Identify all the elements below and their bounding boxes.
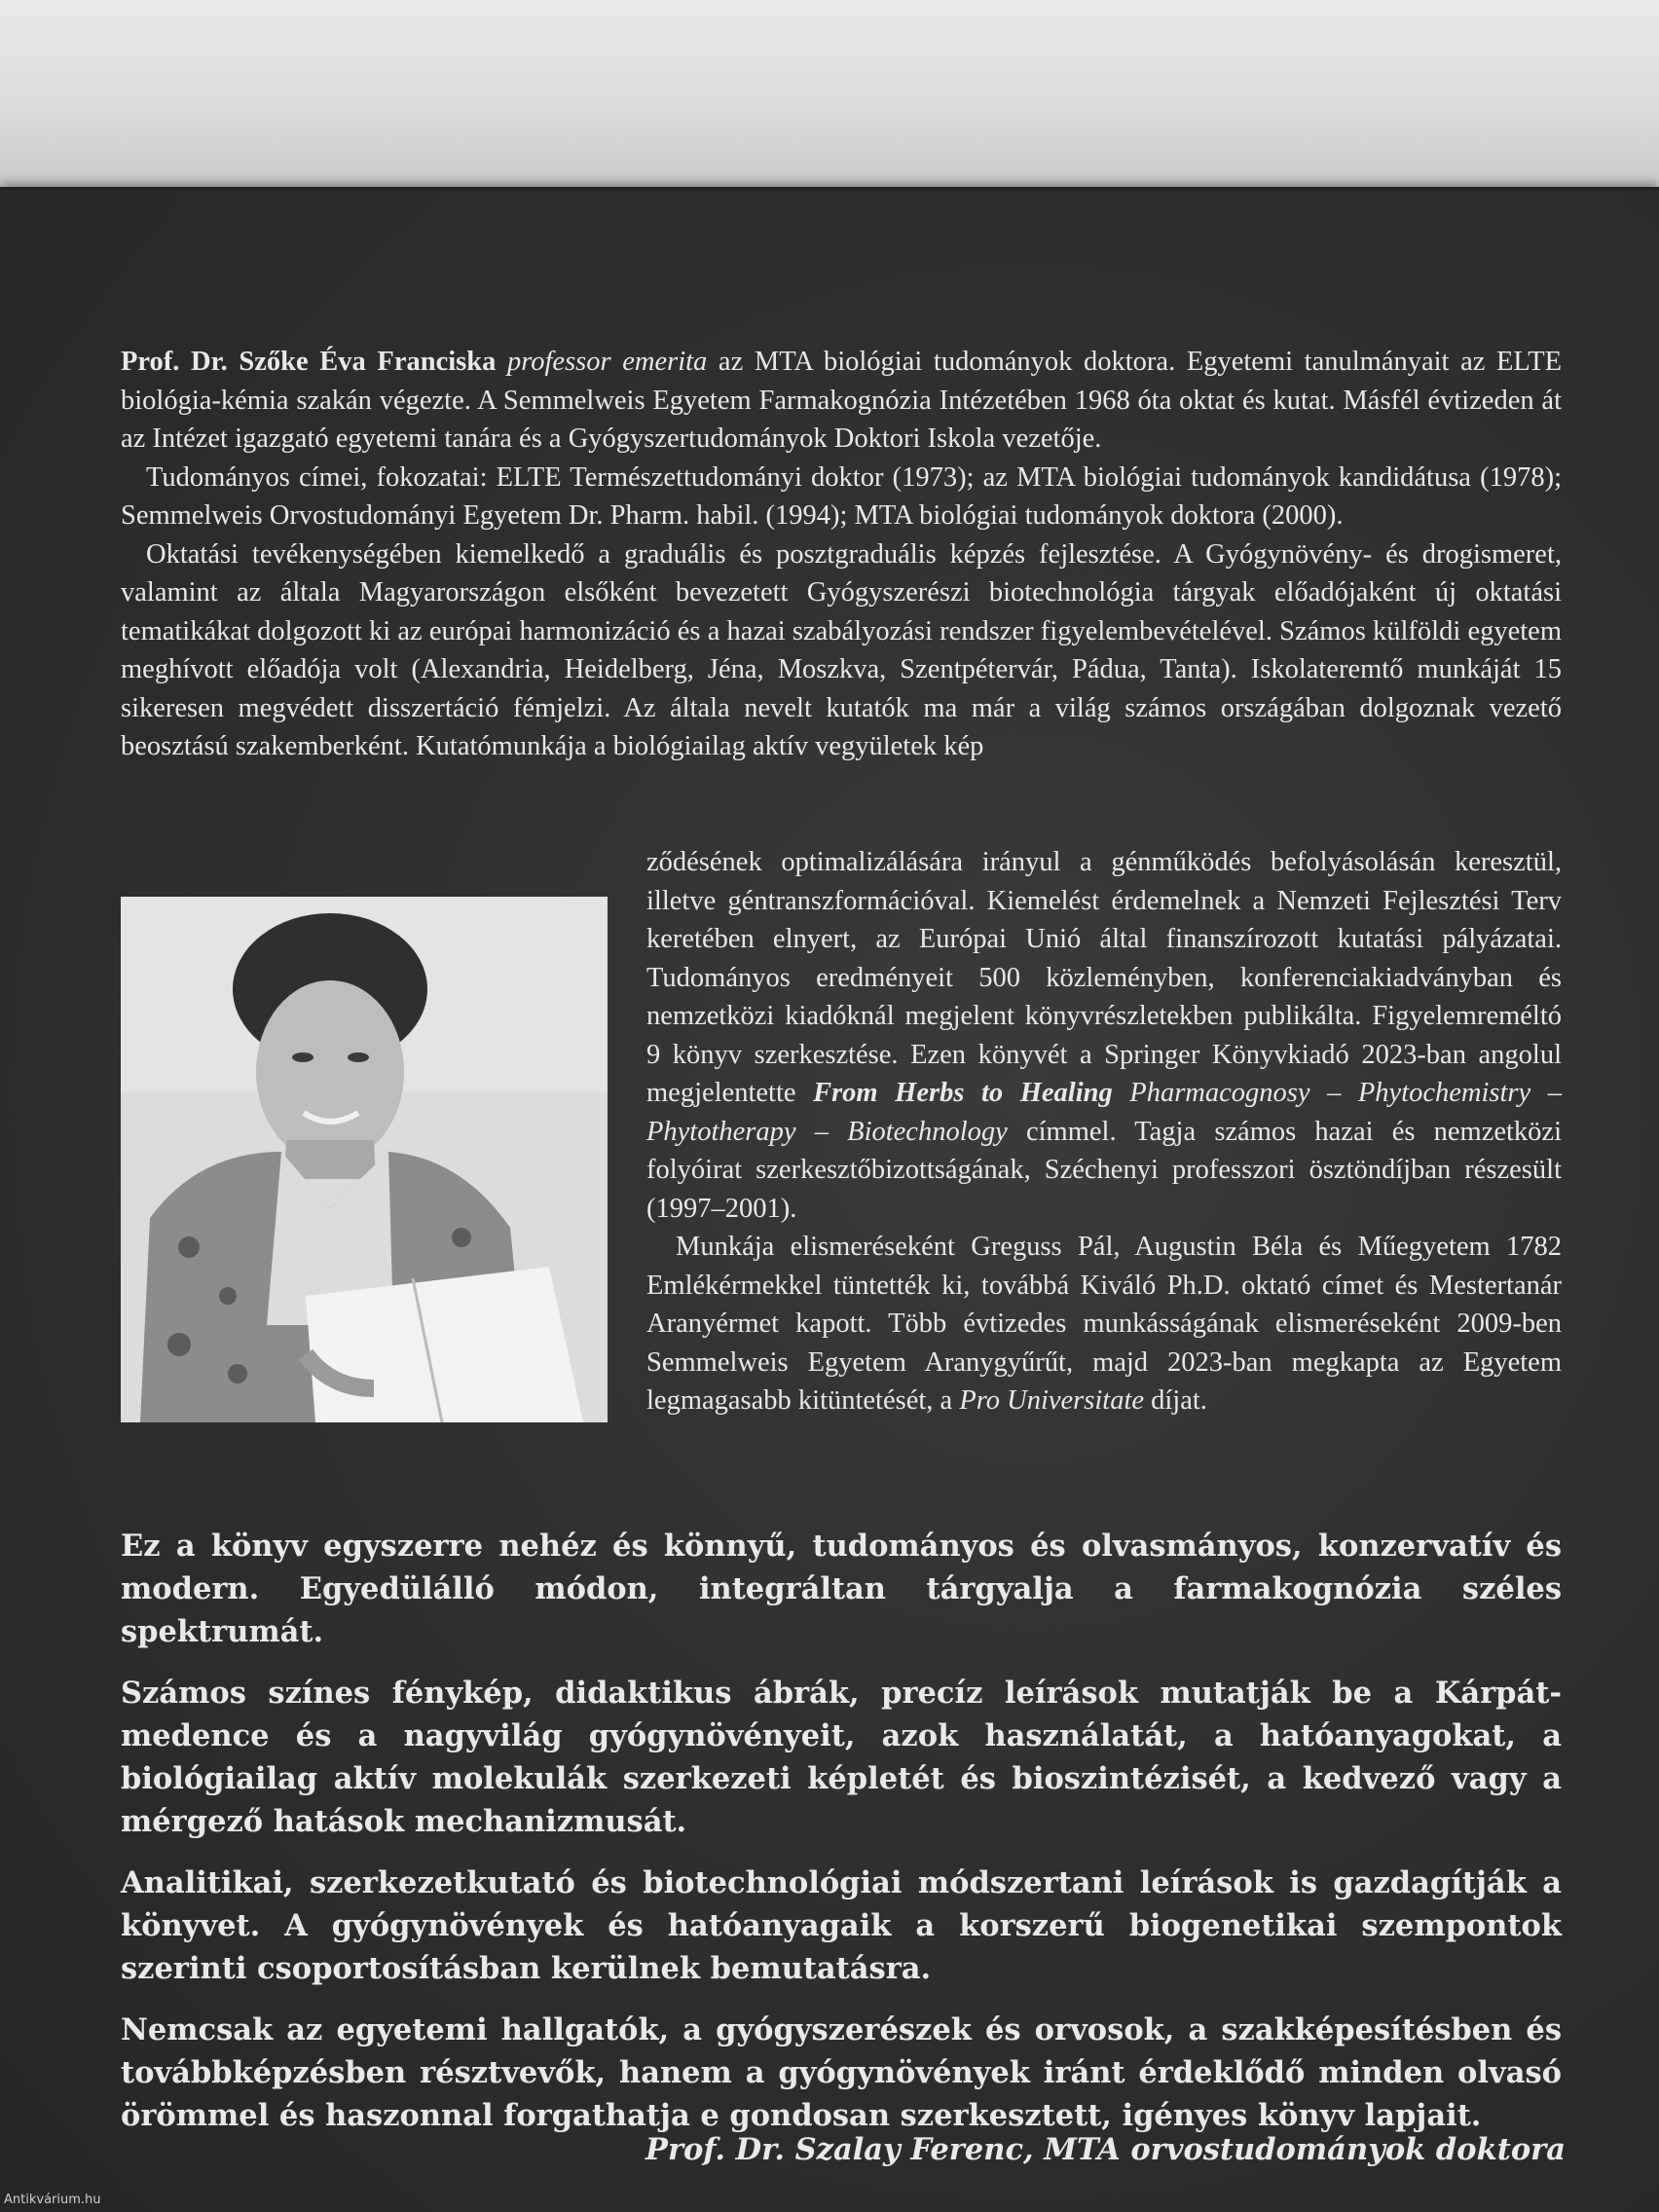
blurb-paragraph-3: Analitikai, szerkezetkutató és biotechnológiai módszertani leírások is gazdagítják a könyvet. A gyógynövények és hatóanyagaik a korszerű biogenetikai szempontok szerinti csoportosításban kerülnek bemutatásra.: [121, 1865, 1562, 1986]
bio-paragraph-3-continued: [646, 843, 1562, 1228]
bio-p3-end-text: címmel. Tagja számos hazai és nemzetközi folyóirat szerkesztőbizottságának, Széchenyi professzori ösztöndíjban részesült (1997–2001).: [646, 1116, 1562, 1224]
bio-p3-continued-text: ződésének optimalizálására irányul a génműködés befolyásolásán keresztül, illetve géntranszformációval. Kiemelést érdemelnek a Nemzeti Fejlesztési Terv keretében elnyert, az Európai Unió által finanszírozott kutatási pályázatai. Tudományos eredményeit 500 közleményben, konferenciakiadványban és nemzetközi kiadóknál megjelent könyvrészletekben publikálta. Figyelemreméltó 9 könyv szerkesztése. Ezen könyvét a Springer Könyvkiadó 2023-ban angolul megjelentette: [646, 847, 1562, 1108]
author-portrait-photo: [121, 897, 608, 1422]
blurb-signature: Prof. Dr. Szalay Ferenc, MTA orvostudományok doktora: [645, 2132, 1566, 2167]
blurb-paragraph-4: Nemcsak az egyetemi hallgatók, a gyógyszerészek és orvosok, a szakképesítésben és továbbképzésben résztvevők, hanem a gyógynövények iránt érdeklődő minden olvasó örömmel és haszonnal forgathatja e gondosan szerkesztett, igényes könyv lapjait.: [121, 2012, 1562, 2133]
book-title: From Herbs to Healing: [813, 1078, 1113, 1108]
bio-paragraph-2: Tudományos címei, fokozatai: ELTE Természettudományi doktor (1973); az MTA biológiai tudományok kandidátusa (1978); Semmelweis Orvostudományi Egyetem Dr. Pharm. habil. (1994); MTA biológiai tudományok doktora (2000).: [121, 461, 1562, 531]
bio-p1-text: az MTA biológiai tudományok doktora. Egyetemi tanulmányait az ELTE biológia-kémia szakán végezte. A Semmelweis Egyetem Farmakognózia Intézetében 1968 óta oktat és kutat. Másfél évtizeden át az Intézet igazgató egyetemi tanára és a Gyógyszertudományok Doktori Iskola vezetője.: [121, 347, 1563, 454]
bio-p4-end-text: díjat.: [1144, 1385, 1207, 1416]
author-bio-right-column: [646, 843, 1562, 1420]
author-name: Prof. Dr. Szőke Éva Franciska: [121, 347, 497, 377]
blurb-paragraph-2: Számos színes fénykép, didaktikus ábrák, precíz leírások mutatják be a Kárpát-medence és a nagyvilág gyógynövényeit, azok használatát, a hatóanyagokat, a biológiailag aktív molekulák szerkezeti képletét és bioszintézisét, a kedvező vagy a mérgező hatások mechanizmusát.: [121, 1676, 1562, 1839]
cover-edge: [0, 187, 1659, 193]
blurb-paragraph-1: Ez a könyv egyszerre nehéz és könnyű, tudományos és olvasmányos, konzervatív és modern. Egyedülálló módon, integráltan tárgyalja a farmakognózia széles spektrumát.: [121, 1529, 1562, 1649]
book-subtitle: Pharmacognosy – Phytochemistry – Phytotherapy – Biotechnology: [646, 1078, 1562, 1147]
bio-paragraph-4: [646, 1228, 1562, 1420]
book-blurb: [121, 1525, 1562, 2156]
author-title: professor emerita: [506, 347, 708, 377]
bio-paragraph-3: Oktatási tevékenységében kiemelkedő a graduális és posztgraduális képzés fejlesztése. A Gyógynövény- és drogismeret, valamint az általa Magyarországon elsőként bevezetett Gyógyszerészi biotechnológia tárgyak előadójaként új oktatási tematikákat dolgozott ki az európai harmonizáció és a hazai szabályozási rendszer figyelembevételével. Számos külföldi egyetem meghívott előadója volt (Alexandria, Heidelberg, Jéna, Moszkva, Szentpétervár, Pádua, Tanta). Iskolateremtő munkáját 15 sikeresen megvédett disszertáció fémjelzi. Az általa nevelt kutatók ma már a világ számos országában dolgoznak vezető beosztású szakemberként. Kutatómunkája a biológiailag aktív vegyületek kép: [121, 538, 1562, 761]
bio-paragraph-1: [121, 343, 1562, 459]
author-bio-top: [121, 343, 1562, 766]
portrait-illustration: [121, 897, 608, 1422]
table-surface: [0, 0, 1659, 191]
award-name: Pro Universitate: [959, 1385, 1145, 1416]
watermark: Antikvárium.hu: [4, 2193, 101, 2207]
bio-p4-text: Munkája elismeréseként Greguss Pál, Augustin Béla és Műegyetem 1782 Emlékérmekkel tüntették ki, továbbá Kiváló Ph.D. oktató címet és Mestertanár Aranyérmet kapott. Több évtizedes munkásságának elismeréseként 2009-ben Semmelweis Egyetem Aranygyűrűt, majd 2023-ban megkapta az Egyetem legmagasabb kitüntetését, a: [646, 1232, 1562, 1416]
